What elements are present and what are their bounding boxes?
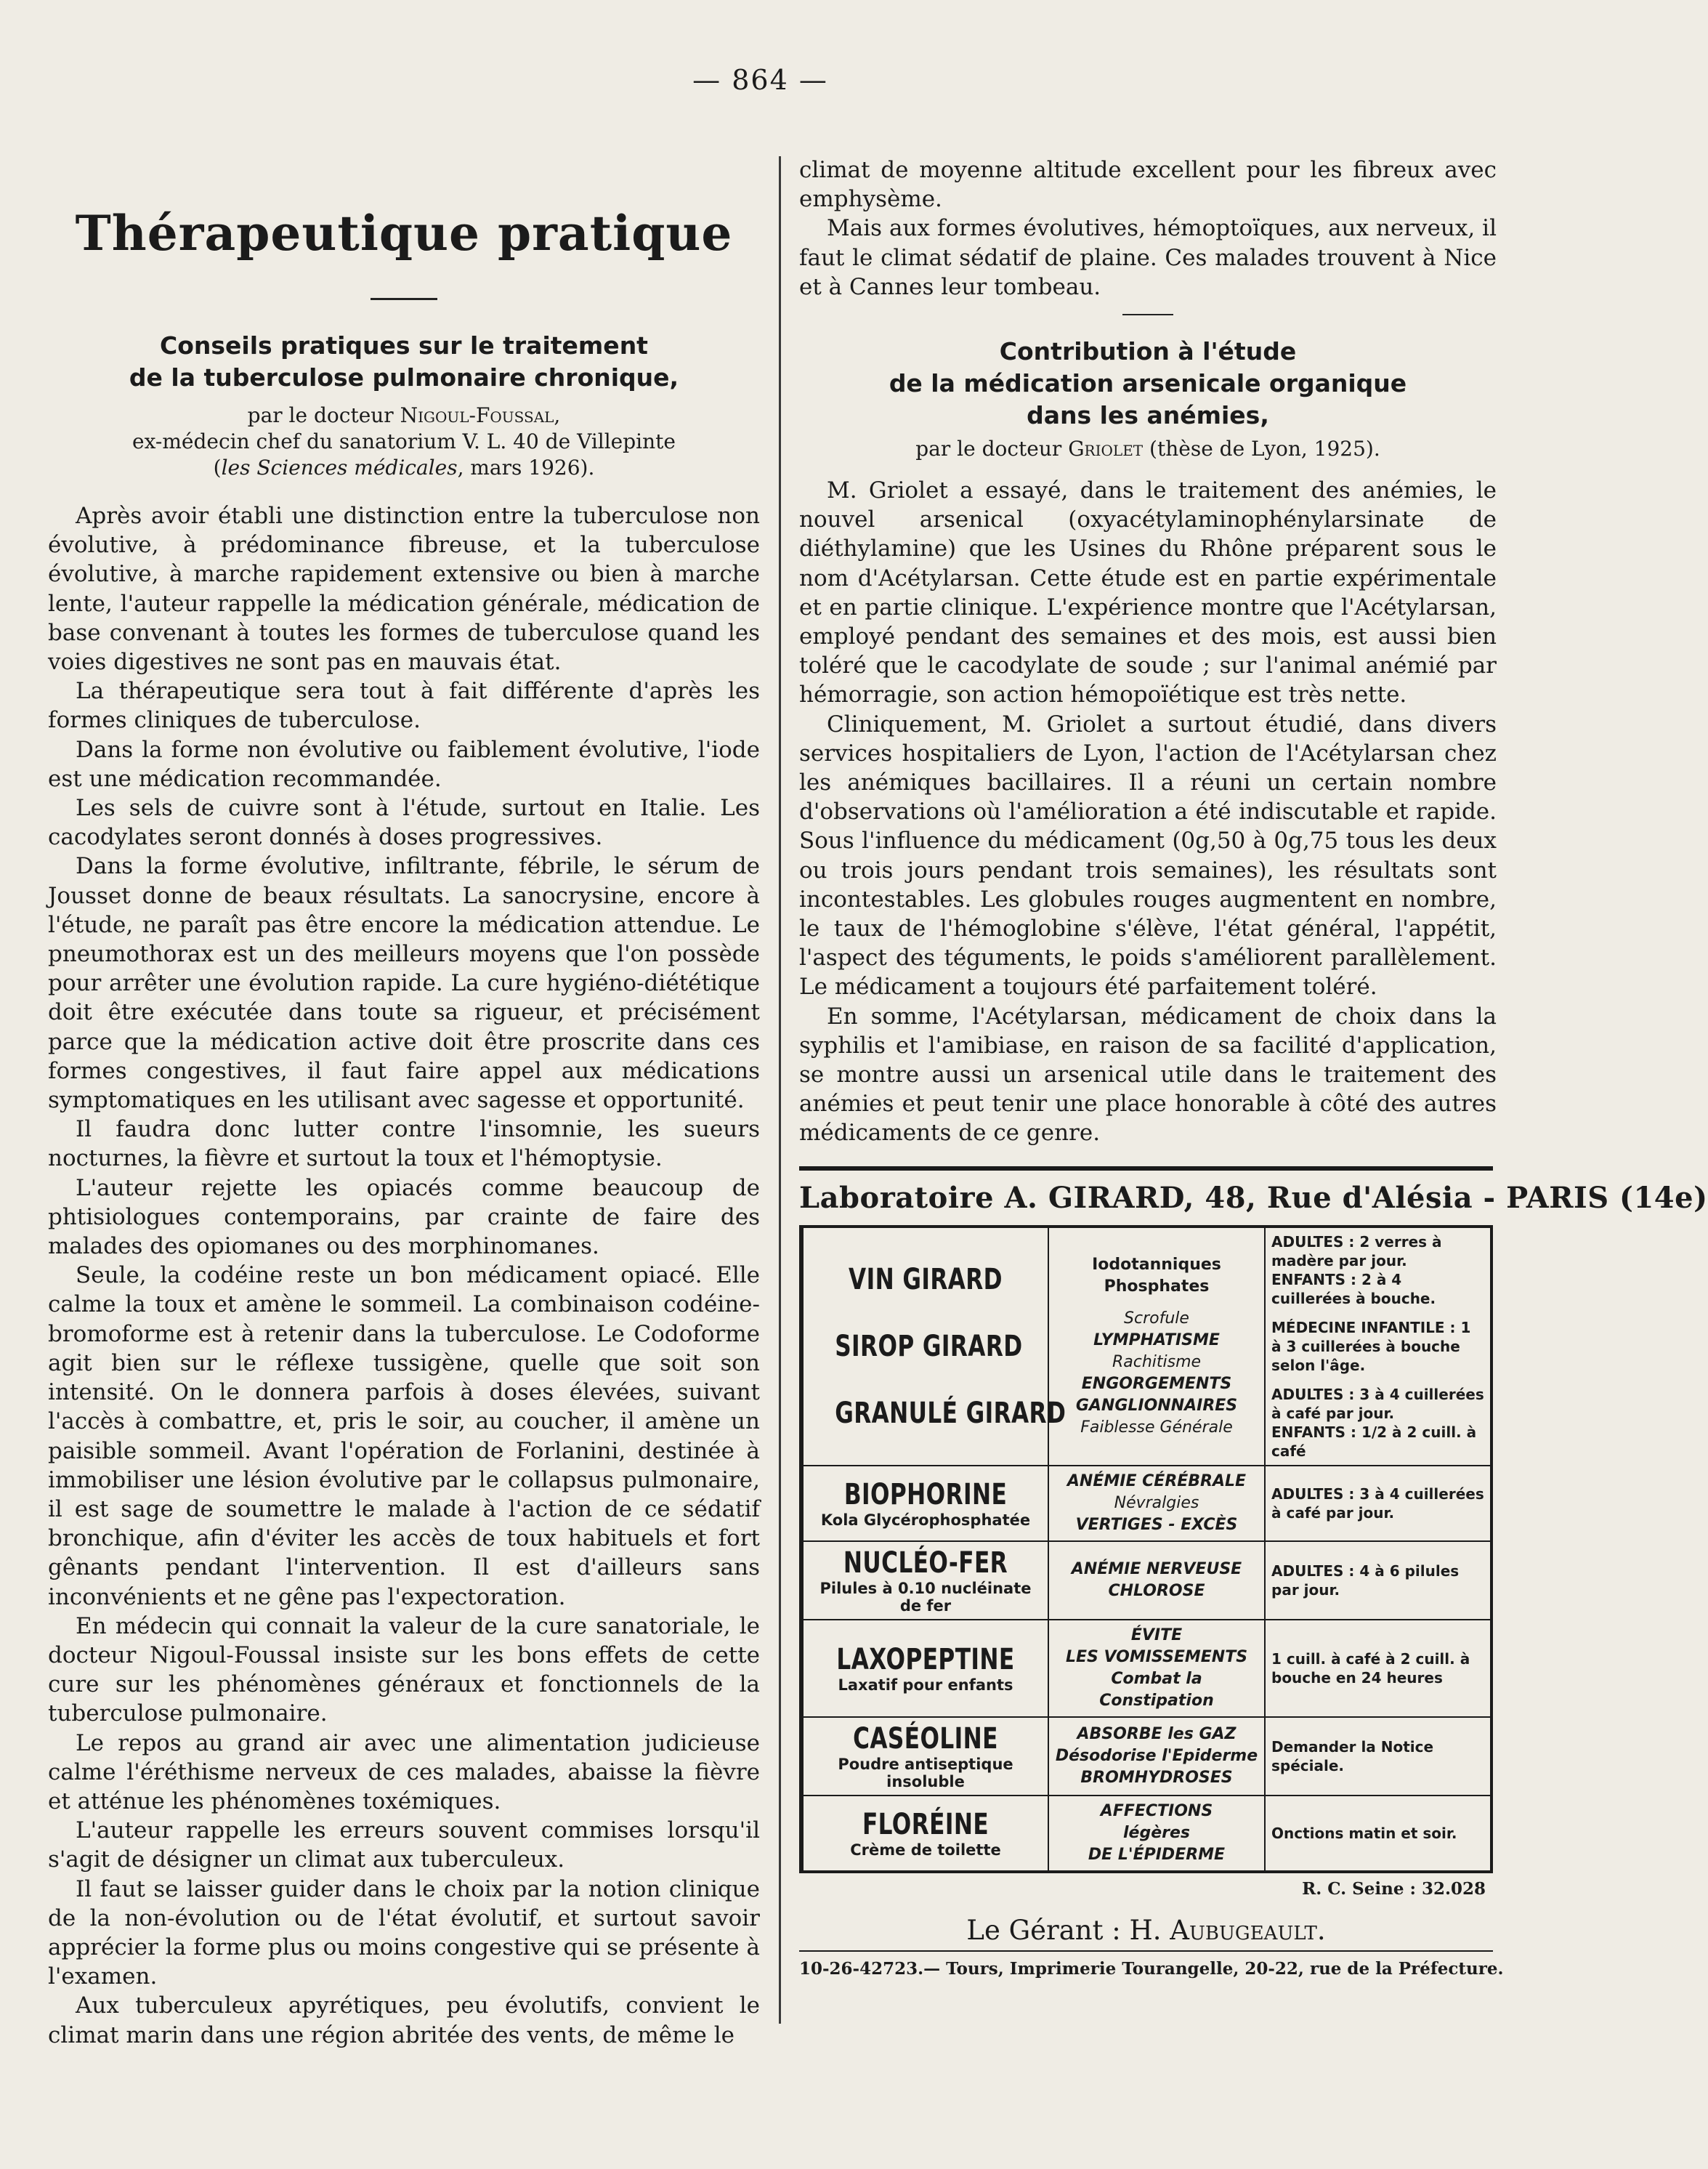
ad-indications — [1048, 1466, 1264, 1540]
indication: Rachitisme — [1112, 1353, 1202, 1371]
ad-products — [804, 1639, 1048, 1698]
indication: ENGORGEMENTS — [1081, 1375, 1232, 1393]
product-name: LAXOPEPTINE — [836, 1643, 1015, 1676]
dosage-line: Onctions matin et soir. — [1271, 1825, 1457, 1842]
paragraph: Après avoir établi une distinction entre la tuberculose non évolutive, à prédominance fibreuse, et la tuberculose évolutive, à marche rapidement extensive ou bien à marche lente, l'auteur rappelle la médication générale, médication de base convenant à toutes les formes de tuberculose quand les voies digestives ne sont pas en mauvais état. — [48, 503, 760, 676]
article-title-line-3: dans les anémies, — [1027, 401, 1269, 429]
paragraph: Il faut se laisser guider dans le choix par la notion clinique de la non-évolution ou de l'état évolutif, et surtout savoir apprécier la forme plus ou moins congestive qui se présente à l'examen. — [48, 1875, 760, 1990]
ad-dosage — [1264, 1718, 1490, 1795]
article-byline-2: ex-médecin chef du sanatorium V. L. 40 de Villepinte — [132, 429, 676, 453]
author-name: Nigoul-Foussal — [400, 403, 554, 427]
ad-dosage — [1264, 1796, 1490, 1870]
indication: LYMPHATISME — [1093, 1331, 1220, 1349]
article-title-line-2: de la tuberculose pulmonaire chronique, — [129, 363, 679, 392]
paragraph: Mais aux formes évolutives, hémoptoïques, aux nerveux, il faut le climat sédatif de plaine. Ces malades trouvent à Nice et à Cannes leur tombeau. — [799, 215, 1497, 300]
indication: Phosphates — [1104, 1277, 1210, 1296]
section-title: Thérapeutique pratique — [75, 205, 733, 262]
ad-products — [804, 1542, 1048, 1619]
right-article-header — [799, 336, 1497, 462]
article-title-line-2: de la médication arsenicale organique — [889, 369, 1407, 397]
article-title-line-1: Conseils pratiques sur le traitement — [160, 331, 648, 360]
ad-dosage — [1264, 1228, 1490, 1465]
ad-row-nucleo-fer — [804, 1542, 1490, 1620]
left-article-header — [48, 330, 760, 481]
paragraph: Aux tuberculeux apyrétiques, peu évolutifs, convient le climat marin dans une région abritée des vents, de même le — [48, 1992, 760, 2048]
product-description: Poudre antiseptique insoluble — [838, 1756, 1013, 1790]
dosage-line: MÉDECINE INFANTILE : 1 à 3 cuillerées à bouche selon l'âge. — [1271, 1319, 1471, 1374]
dosage-line: ADULTES : 3 à 4 cuillerées à café par jour. — [1271, 1485, 1484, 1522]
ad-top-rule — [799, 1166, 1493, 1171]
ad-dosage — [1264, 1542, 1490, 1619]
dosage-line: ENFANTS : 2 à 4 cuillerées à bouche. — [1271, 1271, 1436, 1307]
product-name: FLORÉINE — [862, 1808, 989, 1841]
product-name: GRANULÉ GIRARD — [835, 1397, 1067, 1430]
product-name: NUCLÉO-FER — [843, 1546, 1008, 1580]
product-description: Crème de toilette — [850, 1841, 1001, 1859]
indication: CHLOROSE — [1108, 1582, 1205, 1600]
title-rule — [371, 298, 437, 300]
ad-row-floreine — [804, 1796, 1490, 1870]
paragraph: Cliniquement, M. Griolet a surtout étudié, dans divers services hospitaliers de Lyon, l'action de l'Acétylarsan chez les anémiques bacillaires. Il a réuni un certain nombre d'observations où l'amélioration a été indiscutable et rapide. Sous l'influence du médicament (0g,50 à 0g,75 tous les deux ou trois jours pendant trois semaines), les résultats sont incontestables. Les globules rouges augmentent en nombre, le taux de l'hémoglobine s'élève, l'état général, l'appétit, l'aspect des téguments, le poids s'améliorent parallèlement. Le médicament a toujours été parfaitement toléré. — [799, 711, 1497, 1001]
ad-row-laxopeptine — [804, 1620, 1490, 1718]
ad-dosage — [1264, 1620, 1490, 1716]
ad-indications — [1048, 1620, 1264, 1716]
indication: AFFECTIONS — [1100, 1802, 1213, 1820]
ad-row-girard — [804, 1228, 1490, 1466]
ad-indications — [1048, 1542, 1264, 1619]
paragraph: Le repos au grand air avec une alimentation judicieuse calme l'éréthisme nerveux de ces malades, abaisse la fièvre et atténue les phénomènes toxémiques. — [48, 1729, 760, 1814]
indication: Faiblesse Générale — [1080, 1418, 1233, 1437]
ad-dosage — [1264, 1466, 1490, 1540]
ad-products — [804, 1804, 1048, 1863]
printer-imprint: 10-26-42723.— Tours, Imprimerie Tourangelle, 20-22, rue de la Préfecture. — [799, 1959, 1504, 1979]
indication: DE L'ÉPIDERME — [1088, 1846, 1226, 1864]
indication: ABSORBE les GAZ — [1077, 1725, 1237, 1743]
trade-register: R. C. Seine : 32.028 — [1302, 1879, 1486, 1899]
ad-indications — [1048, 1796, 1264, 1870]
indication: LES VOMISSEMENTS — [1065, 1648, 1248, 1666]
section-rule-wrap — [799, 314, 1497, 315]
dosage-line: 1 cuill. à café à 2 cuill. à bouche en 24 heures — [1271, 1650, 1470, 1687]
ad-indications — [1048, 1228, 1264, 1465]
paragraph: L'auteur rejette les opiacés comme beaucoup de phtisiologues contemporains, par crainte de faire des malades des opiomanes ou des morphinomanes. — [48, 1174, 760, 1260]
ad-row-caseoline — [804, 1718, 1490, 1796]
indication: Névralgies — [1114, 1494, 1199, 1512]
product-description: Laxatif pour enfants — [838, 1676, 1013, 1694]
paragraph: L'auteur rappelle les erreurs souvent commises lorsqu'il s'agit de désigner un climat aux tuberculeux. — [48, 1817, 760, 1873]
indication: Combat la Constipation — [1099, 1670, 1214, 1710]
paragraph: Seule, la codéine reste un bon médicament opiacé. Elle calme la toux et amène le sommeil. La combinaison codéine-bromoforme est à retenir dans la tuberculose. Le Codoforme agit bien sur le réflexe tussigène, quelle que soit son intensité. On le donnera parfois à doses élevées, suivant l'accès à combattre, et, pris le soir, au coucher, il amène un paisible sommeil. Avant l'opération de Forlanini, destinée à immobiliser une lésion évolutive par le collapsus pulmonaire, il est sage de soumettre le malade à l'action de ce sédatif bronchique, afin d'éviter les accès de toux habituels et fort gênants pendant l'intervention. Il est d'ailleurs sans inconvénients et ne gêne pas l'expectoration. — [48, 1262, 760, 1610]
manager-name: Aubugeault — [1170, 1915, 1317, 1946]
journal-name: les Sciences médicales — [221, 456, 458, 480]
article-byline: par le docteur Griolet (thèse de Lyon, 1925). — [915, 437, 1380, 461]
paragraph: M. Griolet a essayé, dans le traitement des anémies, le nouvel arsenical (oxyacétylaminophénylarsinate de diéthylamine) que les Usines du Rhône préparent sous le nom d'Acétylarsan. Cette étude est en partie expérimentale et en partie clinique. L'expérience montre que l'Acétylarsan, employé pendant des semaines et des mois, est aussi bien toléré que le cacodylate de soude ; sur l'animal anémié par hémorragie, son action hémopoïétique est très nette. — [799, 477, 1497, 708]
indication: Désodorise l'Epiderme — [1055, 1747, 1258, 1765]
ad-products — [804, 1474, 1048, 1533]
page-number: — 864 — — [692, 64, 828, 96]
paragraph: Les sels de cuivre sont à l'étude, surtout en Italie. Les cacodylates seront donnés à doses progressives. — [48, 795, 760, 851]
paragraph: climat de moyenne altitude excellent pour les fibreux avec emphysème. — [799, 157, 1497, 213]
indication: ÉVITE — [1130, 1626, 1183, 1644]
product-name: CASÉOLINE — [853, 1722, 998, 1756]
paragraph: En somme, l'Acétylarsan, médicament de choix dans la syphilis et l'amibiase, en raison de sa facilité d'application, se montre aussi un arsenical utile dans le traitement des anémies et peut tenir une place honorable à côté des autres médicaments de ce genre. — [799, 1003, 1497, 1147]
section-rule — [1122, 314, 1173, 315]
ad-footer — [799, 1879, 1504, 1979]
indication: ANÉMIE CÉRÉBRALE — [1067, 1472, 1247, 1490]
left-article-body — [48, 501, 760, 2050]
dosage-line: ADULTES : 3 à 4 cuillerées à café par jour. — [1271, 1386, 1484, 1422]
product-name: BIOPHORINE — [843, 1478, 1008, 1511]
indication: ANÉMIE NERVEUSE — [1071, 1560, 1242, 1578]
article-title-line-1: Contribution à l'étude — [999, 337, 1297, 365]
paragraph: La thérapeutique sera tout à fait différente d'après les formes cliniques de tuberculose. — [48, 678, 760, 734]
indication: Scrofule — [1124, 1309, 1189, 1328]
title-rule-wrap — [48, 298, 760, 300]
ad-indications — [1048, 1718, 1264, 1795]
ad-product-table — [799, 1225, 1493, 1873]
ad-header: Laboratoire A. GIRARD, 48, Rue d'Alésia - PARIS (14e) — [799, 1181, 1708, 1215]
indication: Iodotanniques — [1092, 1256, 1221, 1274]
manager-line: Le Gérant : H. Aubugeault. — [966, 1915, 1326, 1946]
continued-text — [799, 155, 1497, 302]
footer-rule — [799, 1950, 1493, 1952]
right-article-body — [799, 476, 1497, 1148]
ad-products — [804, 1718, 1048, 1795]
paragraph: En médecin qui connait la valeur de la cure sanatoriale, le docteur Nigoul-Foussal insiste sur les bons effets de cette cure sur les phénomènes généraux et fonctionnels de la tuberculose pulmonaire. — [48, 1612, 760, 1727]
paragraph: Dans la forme évolutive, infiltrante, fébrile, le sérum de Jousset donne de beaux résultats. La sanocrysine, encore à l'étude, ne paraît pas être encore la médication attendue. Le pneumothorax est un des meilleurs moyens que l'on possède pour arrêter une évolution rapide. La cure hygiéno-diététique doit être exécutée dans toute sa rigueur, et précisément parce que la médication active doit être proscrite dans ces formes congestives, il faut faire appel aux médications symptomatiques en les utilisant avec sagesse et opportunité. — [48, 853, 760, 1114]
dosage-line: ADULTES : 2 verres à madère par jour. — [1271, 1233, 1442, 1269]
dosage-line: ADULTES : 4 à 6 pilules par jour. — [1271, 1562, 1460, 1599]
column-divider — [779, 156, 781, 2024]
girard-advertisement — [799, 1166, 1708, 1979]
product-name: SIROP GIRARD — [835, 1330, 1023, 1363]
ad-row-biophorine — [804, 1466, 1490, 1542]
product-description: Pilules à 0.10 nucléinate de fer — [819, 1580, 1032, 1615]
ad-products — [804, 1253, 1067, 1440]
article-byline-1: par le docteur Nigoul-Foussal, — [247, 403, 561, 427]
paragraph: Dans la forme non évolutive ou faiblement évolutive, l'iode est une médication recommandée. — [48, 736, 760, 792]
indication: légères — [1123, 1824, 1190, 1842]
paragraph: Il faudra donc lutter contre l'insomnie, les sueurs nocturnes, la fièvre et surtout la toux et l'hémoptysie. — [48, 1116, 760, 1172]
dosage-line: ENFANTS : 1/2 à 2 cuill. à café — [1271, 1423, 1477, 1460]
indication: BROMHYDROSES — [1080, 1769, 1233, 1787]
indication: GANGLIONNAIRES — [1075, 1397, 1238, 1415]
author-name: Griolet — [1068, 437, 1144, 461]
indication: VERTIGES - EXCÈS — [1075, 1516, 1238, 1534]
product-description: Kola Glycérophosphatée — [820, 1511, 1031, 1529]
dosage-line: Demander la Notice spéciale. — [1271, 1738, 1434, 1774]
article-byline-3: (les Sciences médicales, mars 1926). — [213, 456, 595, 480]
product-name: VIN GIRARD — [849, 1263, 1003, 1296]
